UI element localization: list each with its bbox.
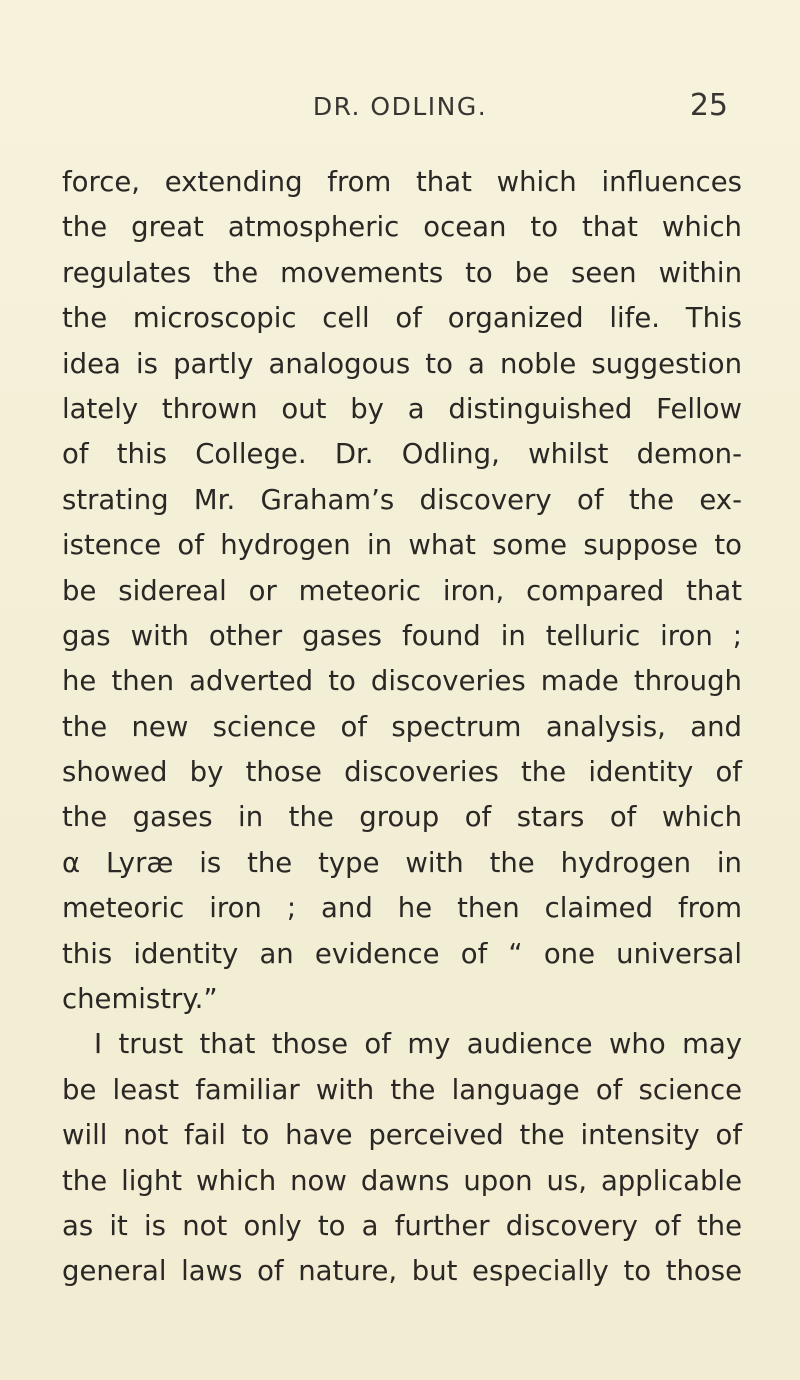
body-text — [62, 160, 742, 1295]
text-line: the new science of spectrum analysis, and — [62, 710, 742, 743]
text-line: as it is not only to a further discovery of the — [62, 1209, 742, 1242]
text-line: meteoric iron ; and he then claimed from — [62, 892, 742, 925]
text-line: be sidereal or meteoric iron, compared that — [62, 574, 742, 607]
text-line: general laws of nature, but especially to those — [62, 1255, 742, 1288]
text-line: be least familiar with the language of science — [62, 1073, 742, 1106]
page-number: 25 — [689, 88, 728, 123]
text-line: α Lyræ is the type with the hydrogen in — [62, 846, 742, 879]
text-line: he then adverted to discoveries made through — [62, 665, 742, 698]
text-line: gas with other gases found in telluric iron ; — [62, 619, 742, 652]
text-line: chemistry.” — [62, 983, 218, 1016]
text-line: the gases in the group of stars of which — [62, 801, 742, 834]
text-line: the light which now dawns upon us, applicable — [62, 1164, 742, 1197]
text-line: idea is partly analogous to a noble suggestion — [62, 347, 742, 380]
text-line: of this College. Dr. Odling, whilst demon- — [62, 438, 742, 471]
running-head — [0, 88, 800, 128]
text-line: showed by those discoveries the identity of — [62, 756, 742, 789]
text-line: will not fail to have perceived the intensity of — [62, 1119, 742, 1152]
text-line: strating Mr. Graham’s discovery of the ex- — [62, 483, 742, 516]
text-line: istence of hydrogen in what some suppose to — [62, 529, 742, 562]
text-line: the microscopic cell of organized life. This — [62, 302, 742, 335]
text-line: this identity an evidence of “ one universal — [62, 937, 742, 970]
text-line: I trust that those of my audience who may — [94, 1028, 742, 1061]
running-title: DR. ODLING. — [312, 92, 488, 121]
text-line: lately thrown out by a distinguished Fellow — [62, 392, 742, 425]
text-line: the great atmospheric ocean to that which — [62, 211, 742, 244]
text-line: regulates the movements to be seen within — [62, 256, 742, 289]
text-line: force, extending from that which influences — [62, 166, 742, 198]
